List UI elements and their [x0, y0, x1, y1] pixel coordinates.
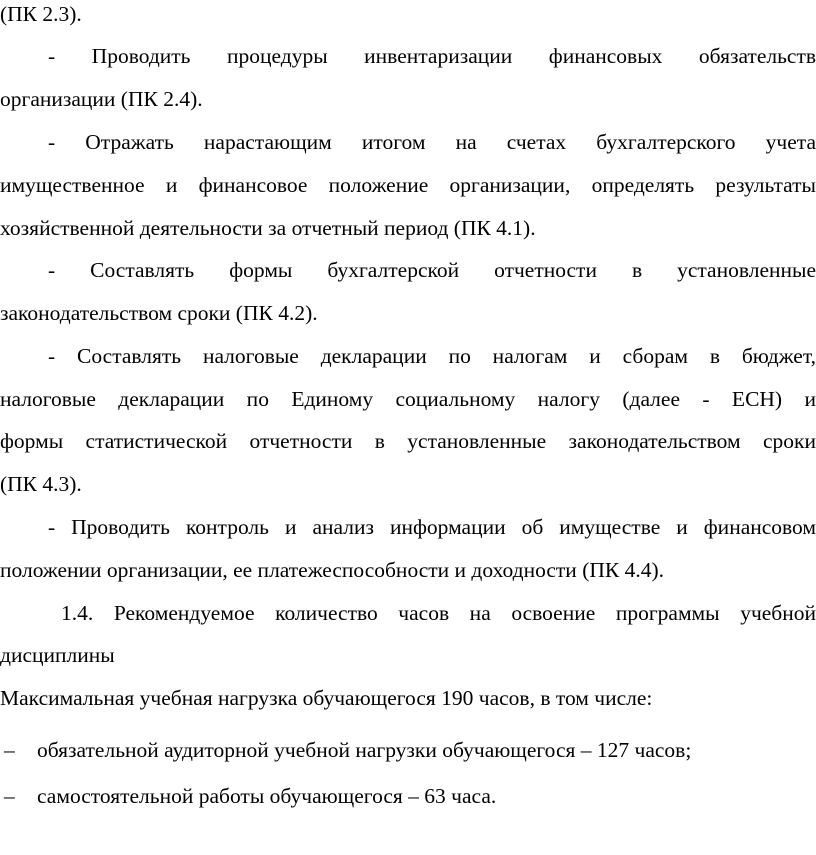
text-line: (ПК 2.3).	[0, 2, 82, 26]
list-item-text: обязательной аудиторной учебной нагрузки обучающегося – 127 часов;	[37, 738, 692, 762]
text-line: формы статистической отчетности в установленные законодательством сроки	[0, 429, 816, 453]
dash-bullet: –	[4, 738, 15, 762]
section-heading-cont: дисциплины	[0, 643, 115, 667]
text-line: - Проводить процедуры инвентаризации финансовых обязательств	[48, 44, 816, 68]
text-line: - Отражать нарастающим итогом на счетах бухгалтерского учета	[48, 130, 816, 154]
text-line: налоговые декларации по Единому социальному налогу (далее - ЕСН) и	[0, 387, 816, 411]
text-line: положении организации, ее платежеспособности и доходности (ПК 4.4).	[0, 558, 665, 582]
text-line: имущественное и финансовое положение организации, определять результаты	[0, 173, 816, 197]
text-line: организации (ПК 2.4).	[0, 87, 203, 111]
dash-bullet: –	[4, 784, 15, 808]
text-line: - Составлять налоговые декларации по налогам и сборам в бюджет,	[48, 344, 816, 368]
text-line: Максимальная учебная нагрузка обучающегося 190 часов, в том числе:	[0, 686, 653, 710]
list-item-text: самостоятельной работы обучающегося – 63 часа.	[37, 784, 497, 808]
section-heading: 1.4. Рекомендуемое количество часов на освоение программы учебной	[61, 601, 816, 625]
text-line: (ПК 4.3).	[0, 472, 82, 496]
text-line: - Составлять формы бухгалтерской отчетности в установленные	[48, 258, 816, 282]
text-line: хозяйственной деятельности за отчетный период (ПК 4.1).	[0, 216, 536, 240]
text-line: - Проводить контроль и анализ информации об имуществе и финансовом	[48, 515, 816, 539]
text-line: законодательством сроки (ПК 4.2).	[0, 301, 318, 325]
